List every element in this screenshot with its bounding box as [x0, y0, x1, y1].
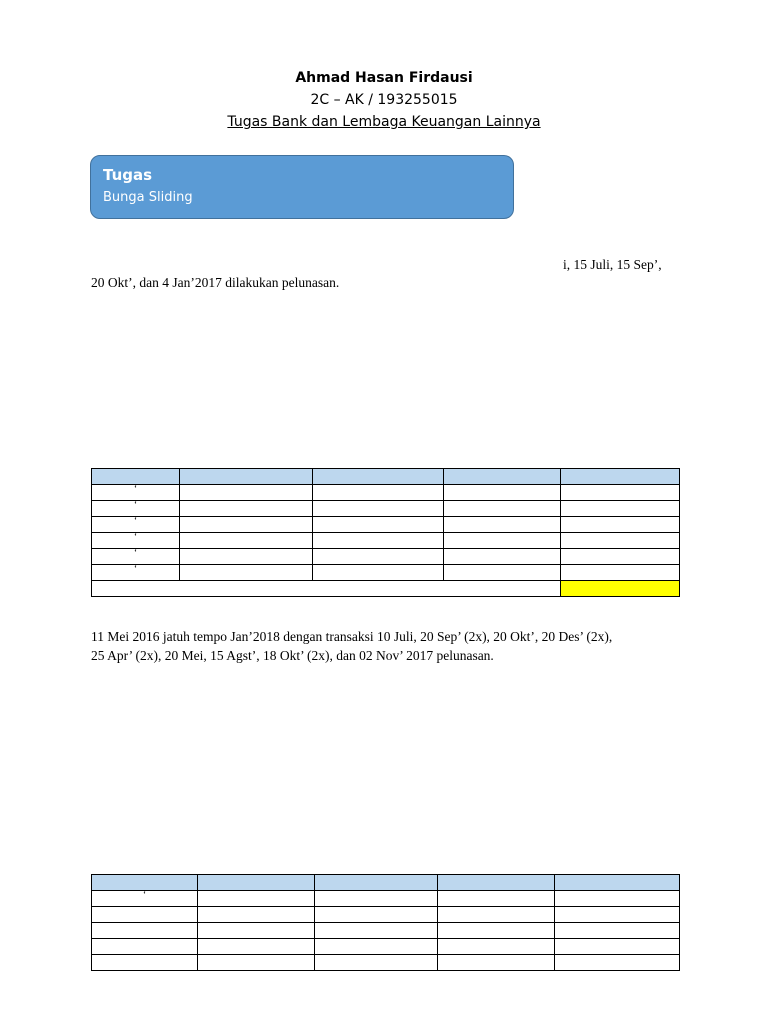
header-cell: [92, 875, 198, 891]
table-cell: [313, 549, 444, 565]
table-cell: [180, 533, 313, 549]
table-total-row: [92, 581, 680, 597]
table-row: [92, 891, 680, 907]
table-row: [92, 955, 680, 971]
table-row: [92, 517, 680, 533]
paragraph2-line1: 11 Mei 2016 jatuh tempo Jan’2018 dengan transaksi 10 Juli, 20 Sep’ (2x), 20 Okt’, 20 Des’ (2x),: [91, 629, 613, 644]
row-mark: [92, 939, 198, 955]
table-cell: [555, 907, 680, 923]
table-cell: [198, 891, 315, 907]
table-row: [92, 533, 680, 549]
table-cell: [555, 955, 680, 971]
task-box: [90, 155, 514, 219]
header-cell: [438, 875, 555, 891]
table-cell: [444, 517, 561, 533]
row-mark: ‘: [92, 565, 180, 581]
header-cell: [180, 469, 313, 485]
table-cell: [180, 549, 313, 565]
table-cell: [444, 501, 561, 517]
table-cell: [198, 939, 315, 955]
task-subtitle: Bunga Sliding: [103, 190, 193, 205]
task-title: Tugas: [103, 166, 153, 184]
table-cell: [561, 485, 680, 501]
table-cell: [313, 565, 444, 581]
row-mark: [92, 955, 198, 971]
table-cell: [198, 955, 315, 971]
table-cell: [315, 955, 438, 971]
table-cell: [180, 565, 313, 581]
table-cell: [444, 485, 561, 501]
table-header-row: [92, 875, 680, 891]
table-cell: [315, 939, 438, 955]
table-header-row: [92, 469, 680, 485]
table-cell: [438, 891, 555, 907]
header-cell: [561, 469, 680, 485]
row-mark: ‘: [92, 517, 180, 533]
table-cell: [555, 891, 680, 907]
table-cell: [198, 923, 315, 939]
table-cell: [438, 955, 555, 971]
table-row: [92, 501, 680, 517]
table-cell: [315, 891, 438, 907]
table-cell: [315, 923, 438, 939]
table-cell: [438, 923, 555, 939]
table-cell: [198, 907, 315, 923]
table-cell: [313, 533, 444, 549]
header-cell: [198, 875, 315, 891]
table-row: [92, 485, 680, 501]
table-cell: [313, 501, 444, 517]
row-mark: ‘: [92, 485, 180, 501]
row-mark: [92, 907, 198, 923]
table-cell: [555, 923, 680, 939]
table-cell: [438, 907, 555, 923]
table-cell: [444, 565, 561, 581]
header-cell: [315, 875, 438, 891]
table-cell: [313, 517, 444, 533]
assignment-subject: Tugas Bank dan Lembaga Keuangan Lainnya: [227, 114, 541, 130]
table-2: [91, 874, 680, 971]
paragraph2-line2: 25 Apr’ (2x), 20 Mei, 15 Agst’, 18 Okt’ (2x), dan 02 Nov’ 2017 pelunasan.: [91, 648, 494, 663]
table-cell: [555, 939, 680, 955]
table-cell: [561, 549, 680, 565]
table-cell: [561, 565, 680, 581]
table-cell: [313, 485, 444, 501]
table-row: [92, 565, 680, 581]
header-cell: [555, 875, 680, 891]
table-row: [92, 907, 680, 923]
total-value-cell-highlight: [561, 581, 680, 597]
header-cell: [313, 469, 444, 485]
table-cell: [561, 501, 680, 517]
header-cell: [444, 469, 561, 485]
total-label-cell: [92, 581, 561, 597]
table-cell: [180, 517, 313, 533]
table-cell: [180, 501, 313, 517]
row-mark: [92, 923, 198, 939]
table-cell: [180, 485, 313, 501]
table-1: [91, 468, 680, 597]
row-mark: ‘: [92, 549, 180, 565]
table-cell: [438, 939, 555, 955]
table-cell: [444, 533, 561, 549]
author-name: Ahmad Hasan Firdausi: [295, 70, 473, 86]
paragraph1-line1: i, 15 Juli, 15 Sep’,: [563, 257, 662, 272]
paragraph1-line2: 20 Okt’, dan 4 Jan’2017 dilakukan pelunasan.: [91, 275, 340, 290]
row-mark: ‘: [92, 533, 180, 549]
row-mark: ‘: [92, 891, 198, 907]
table-cell: [561, 517, 680, 533]
table-cell: [561, 533, 680, 549]
table-row: [92, 549, 680, 565]
table-cell: [315, 907, 438, 923]
table-row: [92, 923, 680, 939]
table-row: [92, 939, 680, 955]
class-id: 2C – AK / 193255015: [310, 92, 458, 108]
table-cell: [444, 549, 561, 565]
row-mark: ‘: [92, 501, 180, 517]
header-cell: [92, 469, 180, 485]
